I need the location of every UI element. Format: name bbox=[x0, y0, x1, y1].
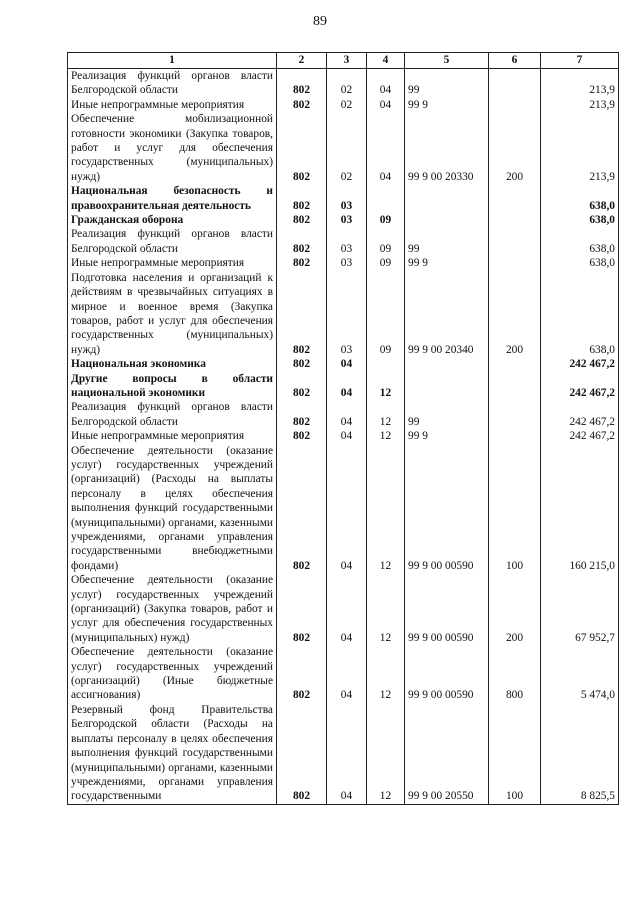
target-article-code: 99 9 00 20330 bbox=[405, 112, 489, 184]
subsection-code: 04 bbox=[367, 98, 405, 112]
section-code: 04 bbox=[327, 357, 367, 371]
section-code: 04 bbox=[327, 372, 367, 401]
subsection-code: 12 bbox=[367, 703, 405, 804]
admin-code: 802 bbox=[277, 645, 327, 703]
page-number: 89 bbox=[313, 14, 327, 29]
header-col-4: 4 bbox=[367, 53, 405, 69]
section-code: 04 bbox=[327, 429, 367, 443]
expense-type-code bbox=[489, 400, 541, 429]
target-article-code bbox=[405, 184, 489, 213]
expense-type-code bbox=[489, 357, 541, 371]
admin-code: 802 bbox=[277, 184, 327, 213]
table-row bbox=[68, 184, 619, 213]
amount: 638,0 bbox=[541, 213, 619, 227]
amount: 242 467,2 bbox=[541, 429, 619, 443]
subsection-code: 04 bbox=[367, 112, 405, 184]
expense-type-code: 200 bbox=[489, 271, 541, 357]
table-row bbox=[68, 271, 619, 357]
target-article-code bbox=[405, 372, 489, 401]
target-article-code bbox=[405, 213, 489, 227]
admin-code: 802 bbox=[277, 573, 327, 645]
amount: 160 215,0 bbox=[541, 444, 619, 574]
header-col-6: 6 bbox=[489, 53, 541, 69]
section-code: 02 bbox=[327, 112, 367, 184]
subsection-code: 12 bbox=[367, 444, 405, 574]
amount: 242 467,2 bbox=[541, 372, 619, 401]
target-article-code bbox=[405, 357, 489, 371]
amount: 5 474,0 bbox=[541, 645, 619, 703]
target-article-code: 99 9 00 00590 bbox=[405, 645, 489, 703]
subsection-code: 12 bbox=[367, 573, 405, 645]
item-name: Реализация функций органов власти Белгородской области bbox=[68, 400, 277, 429]
subsection-code: 12 bbox=[367, 429, 405, 443]
target-article-code: 99 9 00 20340 bbox=[405, 271, 489, 357]
target-article-code: 99 9 00 00590 bbox=[405, 444, 489, 574]
admin-code: 802 bbox=[277, 213, 327, 227]
expense-type-code bbox=[489, 98, 541, 112]
amount: 67 952,7 bbox=[541, 573, 619, 645]
item-name: Иные непрограммные мероприятия bbox=[68, 256, 277, 270]
table-row bbox=[68, 444, 619, 574]
expense-type-code bbox=[489, 184, 541, 213]
section-code: 04 bbox=[327, 573, 367, 645]
expense-type-code bbox=[489, 372, 541, 401]
section-code: 04 bbox=[327, 645, 367, 703]
item-name: Иные непрограммные мероприятия bbox=[68, 429, 277, 443]
admin-code: 802 bbox=[277, 357, 327, 371]
expense-type-code bbox=[489, 213, 541, 227]
target-article-code: 99 bbox=[405, 227, 489, 256]
subsection-code bbox=[367, 184, 405, 213]
table-row bbox=[68, 227, 619, 256]
admin-code: 802 bbox=[277, 256, 327, 270]
subsection-code: 12 bbox=[367, 400, 405, 429]
amount: 242 467,2 bbox=[541, 400, 619, 429]
table-row bbox=[68, 429, 619, 443]
header-col-2: 2 bbox=[277, 53, 327, 69]
expense-type-code bbox=[489, 429, 541, 443]
item-name: Другие вопросы в области национальной экономики bbox=[68, 372, 277, 401]
budget-table bbox=[67, 52, 619, 805]
table-row bbox=[68, 357, 619, 371]
expense-type-code bbox=[489, 227, 541, 256]
amount: 638,0 bbox=[541, 184, 619, 213]
header-col-5: 5 bbox=[405, 53, 489, 69]
section-code: 03 bbox=[327, 227, 367, 256]
section-code: 02 bbox=[327, 69, 367, 98]
section-code: 03 bbox=[327, 256, 367, 270]
section-code: 03 bbox=[327, 271, 367, 357]
expense-type-code: 100 bbox=[489, 444, 541, 574]
amount: 242 467,2 bbox=[541, 357, 619, 371]
item-name: Обеспечение деятельности (оказание услуг) государственных учреждений (организаций) (Закупка товаров, работ и услуг для обеспечения государственных (муниципальных) нужд) bbox=[68, 573, 277, 645]
target-article-code: 99 9 bbox=[405, 256, 489, 270]
target-article-code: 99 bbox=[405, 69, 489, 98]
admin-code: 802 bbox=[277, 98, 327, 112]
expense-type-code: 800 bbox=[489, 645, 541, 703]
header-col-7: 7 bbox=[541, 53, 619, 69]
subsection-code: 09 bbox=[367, 227, 405, 256]
amount: 638,0 bbox=[541, 271, 619, 357]
item-name: Резервный фонд Правительства Белгородской области (Расходы на выплаты персоналу в целях обеспечения выполнения функций государственными (муниципальными) органами, казенными учреждениями, органами управления государственными bbox=[68, 703, 277, 804]
subsection-code: 12 bbox=[367, 372, 405, 401]
expense-type-code bbox=[489, 256, 541, 270]
item-name: Национальная безопасность и правоохранительная деятельность bbox=[68, 184, 277, 213]
admin-code: 802 bbox=[277, 400, 327, 429]
admin-code: 802 bbox=[277, 372, 327, 401]
amount: 638,0 bbox=[541, 227, 619, 256]
subsection-code: 04 bbox=[367, 69, 405, 98]
admin-code: 802 bbox=[277, 227, 327, 256]
target-article-code: 99 9 bbox=[405, 429, 489, 443]
header-col-1: 1 bbox=[68, 53, 277, 69]
expense-type-code: 200 bbox=[489, 112, 541, 184]
admin-code: 802 bbox=[277, 703, 327, 804]
amount: 213,9 bbox=[541, 69, 619, 98]
table-row bbox=[68, 112, 619, 184]
amount: 8 825,5 bbox=[541, 703, 619, 804]
amount: 213,9 bbox=[541, 112, 619, 184]
section-code: 04 bbox=[327, 400, 367, 429]
target-article-code: 99 bbox=[405, 400, 489, 429]
item-name: Обеспечение деятельности (оказание услуг) государственных учреждений (организаций) (Расходы на выплаты персоналу в целях обеспечения выполнения функций государственными (муниципальными) органами, казенными учреждениями, органами управления государственными внебюджетными фондами) bbox=[68, 444, 277, 574]
table-row bbox=[68, 573, 619, 645]
table-row bbox=[68, 645, 619, 703]
section-code: 04 bbox=[327, 444, 367, 574]
table-row bbox=[68, 98, 619, 112]
subsection-code: 12 bbox=[367, 645, 405, 703]
expense-type-code bbox=[489, 69, 541, 98]
item-name: Иные непрограммные мероприятия bbox=[68, 98, 277, 112]
table-row bbox=[68, 256, 619, 270]
table-row bbox=[68, 400, 619, 429]
section-code: 04 bbox=[327, 703, 367, 804]
subsection-code: 09 bbox=[367, 271, 405, 357]
item-name: Обеспечение деятельности (оказание услуг) государственных учреждений (организаций) (Иные бюджетные ассигнования) bbox=[68, 645, 277, 703]
amount: 638,0 bbox=[541, 256, 619, 270]
header-row bbox=[68, 53, 619, 69]
subsection-code bbox=[367, 357, 405, 371]
section-code: 03 bbox=[327, 213, 367, 227]
item-name: Гражданская оборона bbox=[68, 213, 277, 227]
target-article-code: 99 9 00 20550 bbox=[405, 703, 489, 804]
table-row bbox=[68, 703, 619, 804]
admin-code: 802 bbox=[277, 444, 327, 574]
expense-type-code: 200 bbox=[489, 573, 541, 645]
target-article-code: 99 9 bbox=[405, 98, 489, 112]
section-code: 02 bbox=[327, 98, 367, 112]
subsection-code: 09 bbox=[367, 256, 405, 270]
admin-code: 802 bbox=[277, 69, 327, 98]
admin-code: 802 bbox=[277, 112, 327, 184]
subsection-code: 09 bbox=[367, 213, 405, 227]
amount: 213,9 bbox=[541, 98, 619, 112]
item-name: Национальная экономика bbox=[68, 357, 277, 371]
expense-type-code: 100 bbox=[489, 703, 541, 804]
item-name: Обеспечение мобилизационной готовности экономики (Закупка товаров, работ и услуг для обеспечения государственных (муниципальных) нужд) bbox=[68, 112, 277, 184]
item-name: Реализация функций органов власти Белгородской области bbox=[68, 227, 277, 256]
table-row bbox=[68, 69, 619, 98]
admin-code: 802 bbox=[277, 429, 327, 443]
header-col-3: 3 bbox=[327, 53, 367, 69]
item-name: Реализация функций органов власти Белгородской области bbox=[68, 69, 277, 98]
admin-code: 802 bbox=[277, 271, 327, 357]
item-name: Подготовка населения и организаций к действиям в чрезвычайных ситуациях в мирное и военное время (Закупка товаров, работ и услуг для обеспечения государственных (муниципальных) нужд) bbox=[68, 271, 277, 357]
section-code: 03 bbox=[327, 184, 367, 213]
table-row bbox=[68, 213, 619, 227]
table-row bbox=[68, 372, 619, 401]
target-article-code: 99 9 00 00590 bbox=[405, 573, 489, 645]
